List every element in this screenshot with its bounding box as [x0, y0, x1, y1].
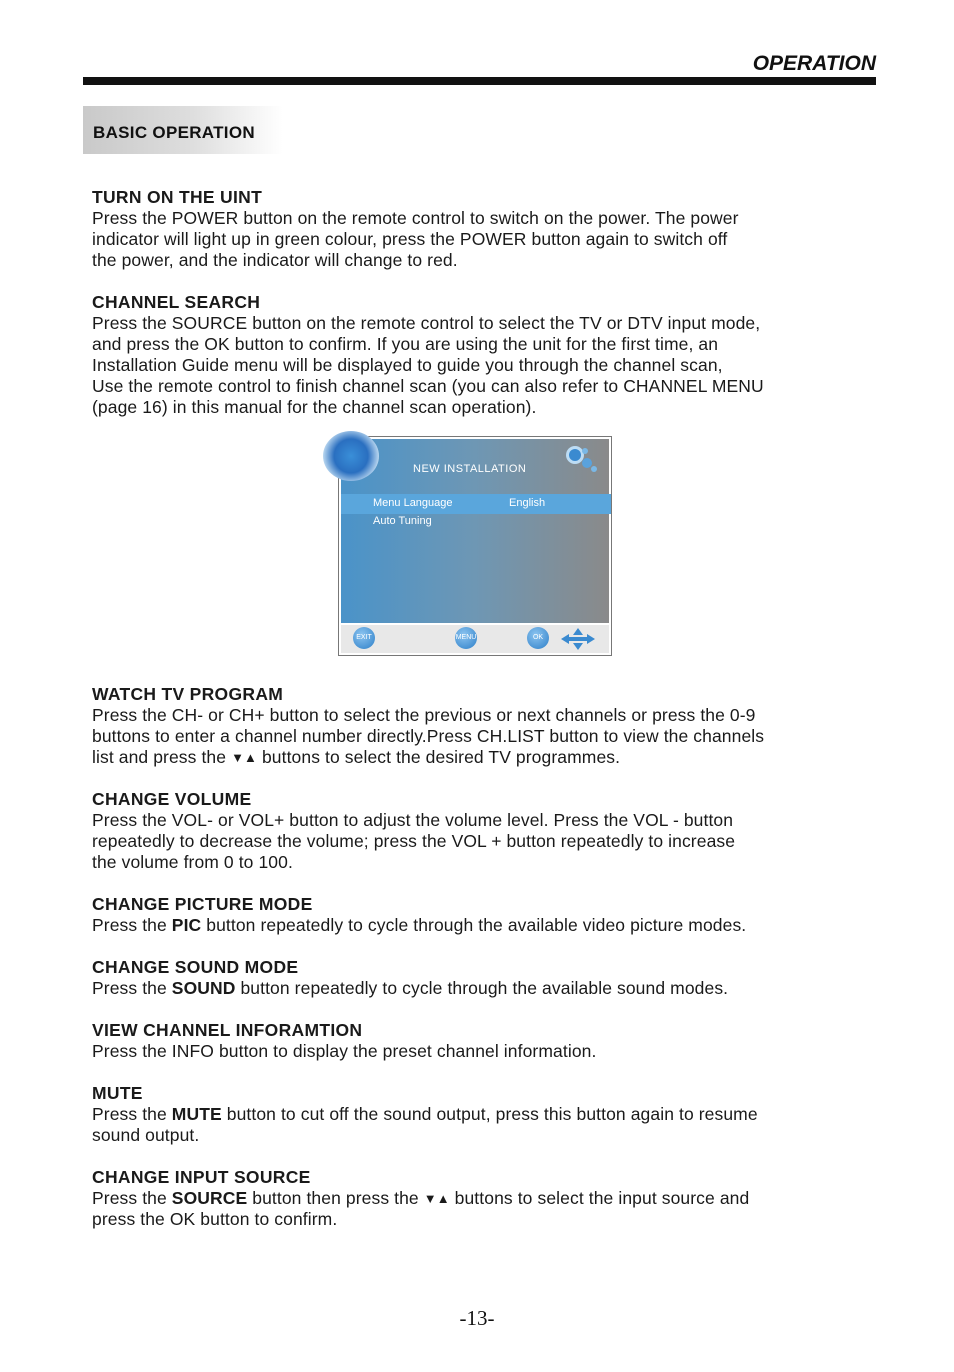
- mute-line: sound output.: [92, 1125, 200, 1145]
- pic-button-name: PIC: [171, 915, 202, 935]
- volume-heading: CHANGE VOLUME: [92, 789, 252, 809]
- header-rule: [83, 77, 876, 85]
- sound-button-name: SOUND: [171, 978, 236, 998]
- direction-arrows-icon: [559, 627, 597, 651]
- section-label: BASIC OPERATION: [93, 123, 255, 142]
- turn-on-line: Press the POWER button on the remote control to switch on the power. The power: [92, 208, 739, 228]
- turn-on-line: the power, and the indicator will change to red.: [92, 250, 458, 270]
- volume-line: repeatedly to decrease the volume; press the VOL + button repeatedly to increase: [92, 831, 736, 851]
- sound-mode-heading: CHANGE SOUND MODE: [92, 957, 299, 977]
- channel-info-section: [92, 1020, 892, 1062]
- turn-on-line: indicator will light up in green colour, press the POWER button again to switch off: [92, 229, 728, 249]
- picture-mode-line: [92, 915, 892, 936]
- sound-mode-section: [92, 957, 892, 999]
- watch-tv-line3-pre: list and press the: [92, 747, 227, 767]
- picture-pre: Press the: [92, 915, 172, 935]
- channel-search-line: and press the OK button to confirm. If you are using the unit for the first time, an: [92, 334, 719, 354]
- picture-mode-heading: CHANGE PICTURE MODE: [92, 894, 313, 914]
- menu-button-bar: [341, 625, 609, 653]
- mute-pre: Press the: [92, 1104, 172, 1124]
- sound-pre: Press the: [92, 978, 172, 998]
- input-source-section: [92, 1167, 892, 1230]
- mute-heading: MUTE: [92, 1083, 143, 1103]
- mute-section: [92, 1083, 892, 1146]
- watch-tv-line3-post: buttons to select the desired TV programmes.: [261, 747, 621, 767]
- gear-logo-icon: [323, 431, 379, 481]
- channel-search-line: (page 16) in this manual for the channel scan operation).: [92, 397, 537, 417]
- source-button-name: SOURCE: [171, 1188, 248, 1208]
- input-pre: Press the: [92, 1188, 172, 1208]
- channel-search-section: [92, 292, 892, 418]
- menu-language-value: English: [509, 497, 546, 509]
- down-arrow-icon: ▼: [231, 750, 245, 765]
- installation-menu-screenshot: [338, 436, 612, 656]
- volume-line: Press the VOL- or VOL+ button to adjust the volume level. Press the VOL - button: [92, 810, 734, 830]
- menu-language-label: Menu Language: [373, 497, 453, 509]
- manual-content: [92, 187, 892, 1230]
- picture-mode-section: [92, 894, 892, 936]
- sound-post: button repeatedly to cycle through the available sound modes.: [235, 978, 729, 998]
- ok-button-icon: OK: [527, 627, 549, 649]
- mute-line: [92, 1104, 892, 1125]
- channel-search-line: Use the remote control to finish channel scan (you can also refer to CHANNEL MENU: [92, 376, 764, 396]
- section-banner: [83, 106, 283, 154]
- exit-button-icon: EXIT: [353, 627, 375, 649]
- channel-info-heading: VIEW CHANNEL INFORAMTION: [92, 1020, 363, 1040]
- watch-tv-line: Press the CH- or CH+ button to select the previous or next channels or press the 0-9: [92, 705, 756, 725]
- input-source-heading: CHANGE INPUT SOURCE: [92, 1167, 311, 1187]
- menu-title: NEW INSTALLATION: [413, 463, 527, 475]
- volume-section: [92, 789, 892, 873]
- turn-on-heading: TURN ON THE UINT: [92, 187, 263, 207]
- channel-info-line: Press the INFO button to display the preset channel information.: [92, 1041, 597, 1061]
- auto-tuning-label: Auto Tuning: [373, 515, 432, 527]
- channel-search-heading: CHANNEL SEARCH: [92, 292, 261, 312]
- dots-logo-icon: [563, 443, 601, 475]
- watch-tv-line: [92, 747, 892, 768]
- picture-post: button repeatedly to cycle through the available video picture modes.: [201, 915, 747, 935]
- page-number: -13-: [459, 1306, 495, 1330]
- sound-mode-line: [92, 978, 892, 999]
- input-mid: button then press the: [247, 1188, 419, 1208]
- page-header-title: OPERATION: [752, 52, 876, 75]
- input-source-line: [92, 1188, 892, 1209]
- up-arrow-icon: ▲: [436, 1191, 450, 1206]
- input-source-line: press the OK button to confirm.: [92, 1209, 338, 1229]
- watch-tv-section: [92, 684, 892, 768]
- input-post: buttons to select the input source and: [454, 1188, 750, 1208]
- watch-tv-heading: WATCH TV PROGRAM: [92, 684, 284, 704]
- up-arrow-icon: ▲: [244, 750, 257, 765]
- volume-line: the volume from 0 to 100.: [92, 852, 293, 872]
- channel-search-line: Installation Guide menu will be displayed to guide you through the channel scan,: [92, 355, 723, 375]
- mute-button-name: MUTE: [171, 1104, 222, 1124]
- down-arrow-icon: ▼: [423, 1191, 437, 1206]
- menu-button-icon: MENU: [455, 627, 477, 649]
- watch-tv-line: buttons to enter a channel number directly.Press CH.LIST button to view the channels: [92, 726, 765, 746]
- channel-search-line: Press the SOURCE button on the remote control to select the TV or DTV input mode,: [92, 313, 761, 333]
- turn-on-section: [92, 187, 892, 271]
- mute-post: button to cut off the sound output, press this button again to resume: [221, 1104, 758, 1124]
